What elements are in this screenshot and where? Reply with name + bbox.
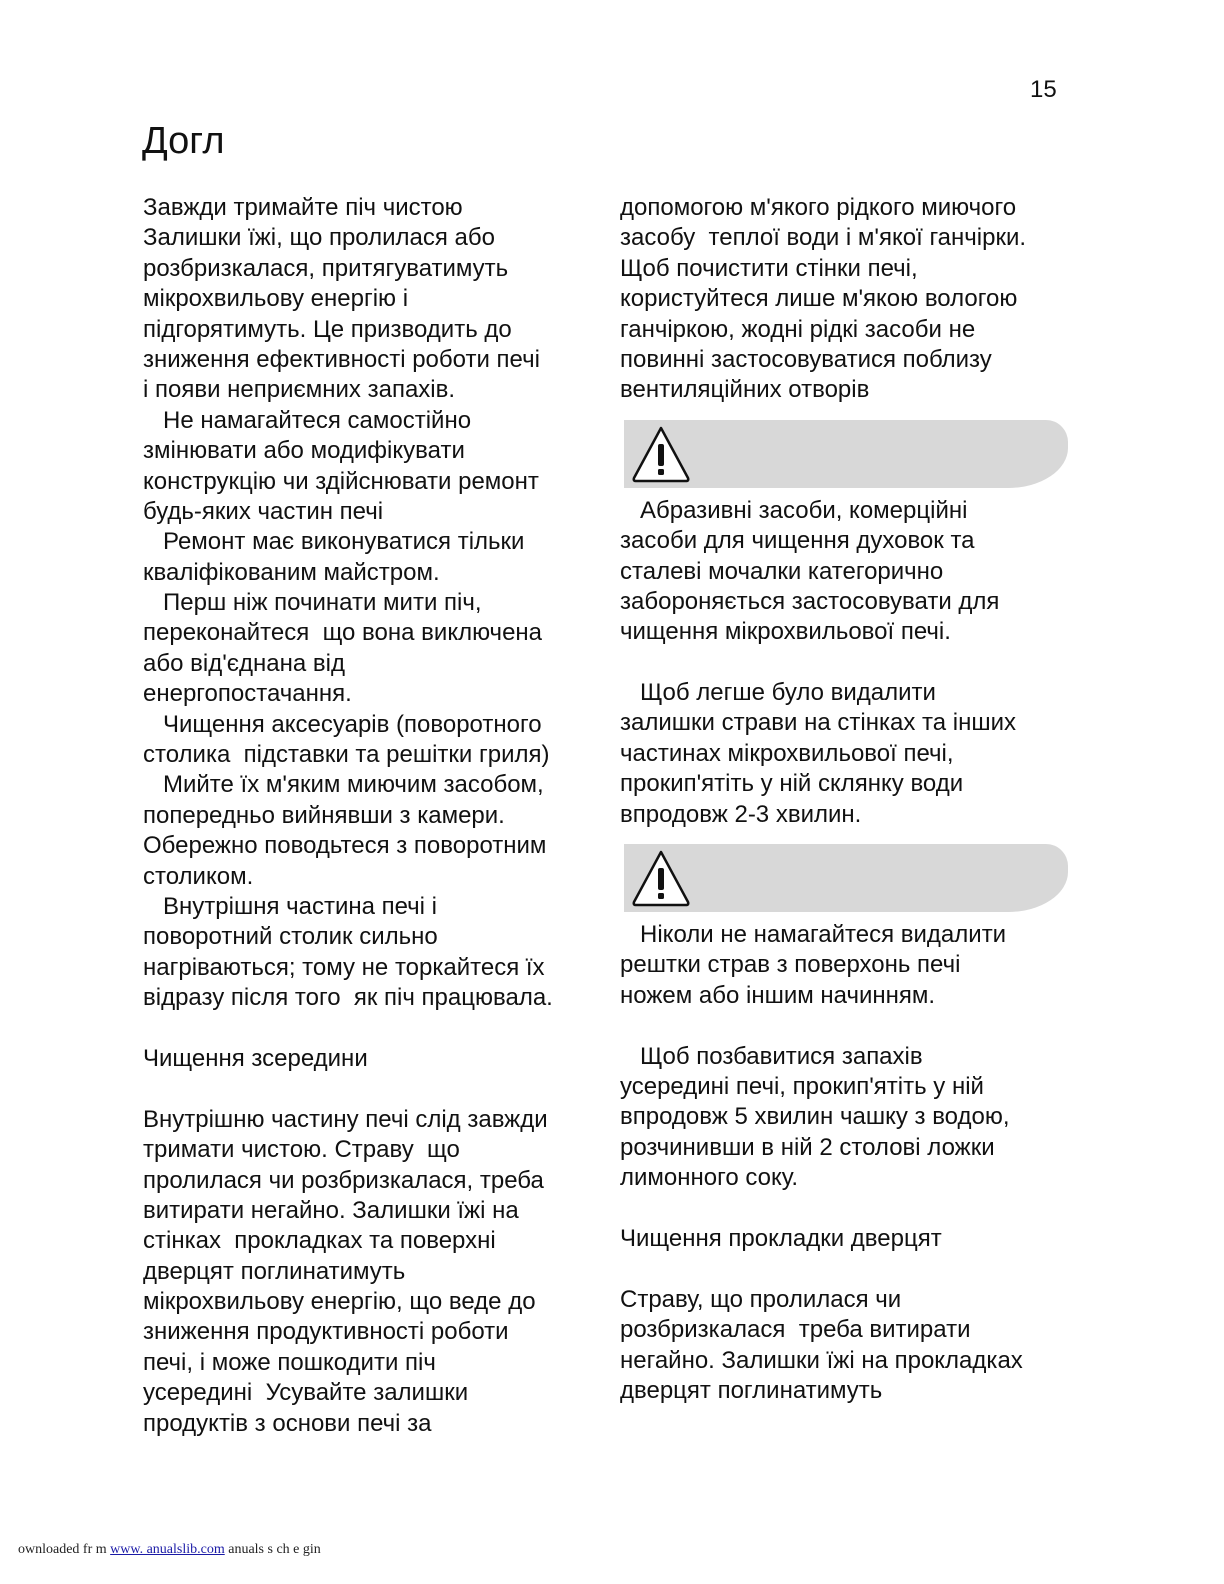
- text-line: Щоб позбавитися запахів: [620, 1042, 923, 1070]
- text-line: [620, 1194, 1080, 1224]
- text-line: чищення мікрохвильової печі.: [620, 618, 951, 646]
- footer: [18, 1542, 321, 1558]
- warning-bar-2: [624, 844, 1068, 912]
- text-line: Мийте їх м'яким миючим засобом,: [143, 771, 544, 799]
- text-line: користуйтеся лише м'якою вологою: [620, 285, 1018, 313]
- text-line: попередньо вийнявши з камери.: [143, 801, 505, 829]
- text-line: конструкцію чи здійснювати ремонт: [143, 467, 539, 495]
- warning-1-text: [620, 496, 1080, 830]
- text-line: впродовж 2-3 хвилин.: [620, 800, 862, 828]
- text-line: частинах мікрохвильової печі,: [620, 739, 954, 767]
- text-line: енергопостачання.: [143, 680, 352, 708]
- text-line: Залишки їжі, що пролилася або: [143, 224, 495, 252]
- text-line: [143, 1074, 613, 1104]
- right-top-text: [620, 193, 1080, 406]
- left-column: [143, 193, 613, 1439]
- text-line: підгорятимуть. Це призводить до: [143, 315, 512, 343]
- text-line: кваліфікованим майстром.: [143, 558, 440, 586]
- warning-bar-1: [624, 420, 1068, 488]
- warning-2-text: [620, 920, 1080, 1406]
- text-line: [620, 648, 1080, 678]
- text-line: нагріваються; тому не торкайтеся їх: [143, 953, 545, 981]
- text-line: відразу після того як піч працювала.: [143, 984, 553, 1012]
- text-line: зниження продуктивності роботи: [143, 1318, 509, 1346]
- text-line: поворотний столик сильно: [143, 923, 438, 951]
- text-line: стінках прокладках та поверхні: [143, 1227, 496, 1255]
- footer-suffix: anuals s ch e gin: [224, 1542, 321, 1557]
- text-line: сталеві мочалки категорично: [620, 557, 944, 585]
- text-line: [620, 1254, 1080, 1284]
- text-line: повинні застосовуватися поблизу: [620, 345, 992, 373]
- text-line: Внутрішню частину печі слід завжди: [143, 1105, 548, 1133]
- text-line: Абразивні засоби, комерційні: [620, 496, 968, 524]
- text-line: розчинивши в ній 2 столові ложки: [620, 1133, 995, 1161]
- text-line: Обережно поводьтеся з поворотним: [143, 832, 547, 860]
- text-line: витирати негайно. Залишки їжі на: [143, 1196, 519, 1224]
- text-line: ножем або іншим начинням.: [620, 981, 936, 1009]
- text-line: допомогою м'якого рідкого миючого: [620, 194, 1017, 221]
- text-line: пролилася чи розбризкалася, треба: [143, 1166, 544, 1194]
- text-line: столика підставки та решітки гриля): [143, 741, 550, 769]
- text-line: Страву, що пролилася чи: [620, 1285, 902, 1313]
- page-number: 15: [1030, 76, 1057, 103]
- text-line: печі, і може пошкодити піч: [143, 1348, 436, 1376]
- text-line: вентиляційних отворів: [620, 376, 870, 404]
- text-line: ганчіркою, жодні рідкі засоби не: [620, 315, 976, 343]
- text-line: впродовж 5 хвилин чашку з водою,: [620, 1103, 1010, 1131]
- text-line: Ніколи не намагайтеся видалити: [620, 921, 1007, 949]
- text-line: продуктів з основи печі за: [143, 1409, 432, 1437]
- text-line: дверцят поглинатимуть: [143, 1257, 406, 1285]
- text-line: Чищення прокладки дверцят: [620, 1224, 942, 1252]
- text-line: негайно. Залишки їжі на прокладках: [620, 1346, 1023, 1374]
- text-line: столиком.: [143, 862, 254, 890]
- warning-triangle-icon: [630, 848, 692, 908]
- text-line: Чищення аксесуарів (поворотного: [143, 710, 542, 738]
- text-line: рештки страв з поверхонь печі: [620, 951, 961, 979]
- text-line: мікрохвильову енергію, що веде до: [143, 1288, 536, 1316]
- page-title: Догл: [142, 120, 225, 162]
- warning-triangle-icon: [630, 424, 692, 484]
- right-column: [620, 193, 1080, 1406]
- footer-link[interactable]: www. anualslib.com: [110, 1542, 225, 1557]
- text-line: засоби для чищення духовок та: [620, 527, 975, 555]
- text-line: залишки страви на стінках та інших: [620, 709, 1016, 737]
- text-line: переконайтеся що вона виключена: [143, 619, 543, 647]
- text-line: [620, 1011, 1080, 1041]
- text-line: або від'єднана від: [143, 649, 345, 677]
- footer-prefix: ownloaded fr m: [18, 1542, 111, 1557]
- text-line: будь-яких частин печі: [143, 497, 384, 525]
- text-line: [143, 1014, 613, 1044]
- text-line: забороняється застосовувати для: [620, 587, 1000, 615]
- text-line: тримати чистою. Страву що: [143, 1136, 460, 1164]
- text-line: дверцят поглинатимуть: [620, 1376, 883, 1404]
- text-line: Чищення зсередини: [143, 1044, 368, 1072]
- text-line: усередині печі, прокип'ятіть у ній: [620, 1072, 984, 1100]
- text-line: Щоб легше було видалити: [620, 679, 936, 707]
- text-line: Не намагайтеся самостійно: [143, 406, 472, 434]
- text-line: Завжди тримайте піч чистою: [143, 194, 463, 221]
- text-line: змінювати або модифікувати: [143, 437, 465, 465]
- text-line: засобу теплої води і м'якої ганчірки.: [620, 224, 1027, 252]
- text-line: прокип'ятіть у ній склянку води: [620, 770, 964, 798]
- text-line: Щоб почистити стінки печі,: [620, 254, 918, 282]
- text-line: Перш ніж починати мити піч,: [143, 589, 482, 617]
- text-line: Ремонт має виконуватися тільки: [143, 528, 525, 556]
- text-line: розбризкалася треба витирати: [620, 1316, 971, 1344]
- text-line: лимонного соку.: [620, 1164, 799, 1192]
- text-line: мікрохвильову енергію і: [143, 285, 409, 313]
- text-line: розбризкалася, притягуватимуть: [143, 254, 509, 282]
- text-line: Внутрішня частина печі і: [143, 892, 438, 920]
- text-line: усередині Усувайте залишки: [143, 1379, 469, 1407]
- text-line: і появи неприємних запахів.: [143, 376, 456, 404]
- text-line: зниження ефективності роботи печі: [143, 345, 540, 373]
